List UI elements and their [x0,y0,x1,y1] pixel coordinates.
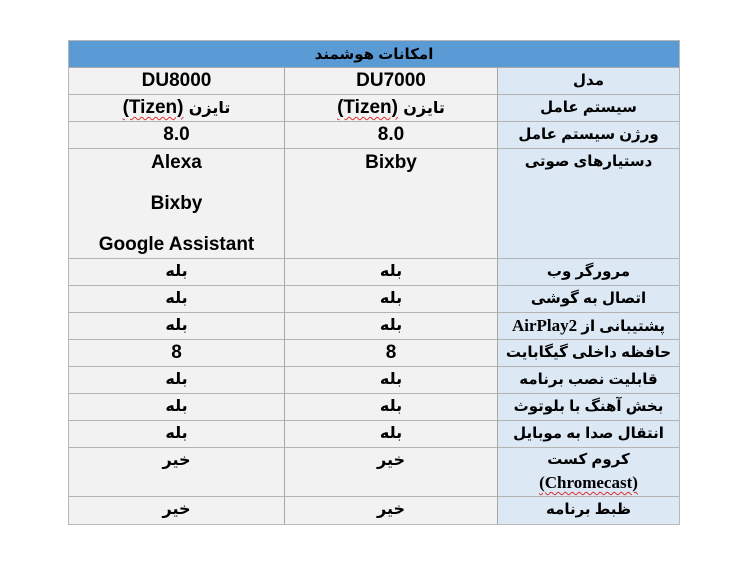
cell-du8000-phone-connection: بله [69,286,285,312]
row-label-bluetooth-music: بخش آهنگ با بلوتوث [498,394,679,420]
cell-du7000-airplay2: بله [285,313,498,339]
os-fa: تایزن [403,100,445,117]
cell-du8000-program-recording: خیر [69,497,285,524]
table-row-model [69,68,679,95]
cell-du7000-chromecast: خیر [285,448,498,496]
cell-du7000-os [285,95,498,121]
cell-du8000-web-browser: بله [69,259,285,285]
row-label-program-recording: ظبط برنامه [498,497,679,524]
cell-du8000-internal-storage: 8 [69,340,285,366]
cell-du8000-os [69,95,285,121]
row-label-app-install: قابلیت نصب برنامه [498,367,679,393]
table-row-app-install [69,367,679,394]
table-row-chromecast [69,448,679,497]
table-row-phone-connection [69,286,679,313]
cell-du7000-app-install: بله [285,367,498,393]
row-label-web-browser: مرورگر وب [498,259,679,285]
row-label-chromecast [498,448,679,496]
assistant-item: Bixby [150,193,203,214]
cell-du7000-voice-assistants [285,149,498,258]
cell-du7000-os-version: 8.0 [285,122,498,148]
row-label-os: سیستم عامل [498,95,679,121]
row-label-phone-connection: اتصال به گوشی [498,286,679,312]
assistant-item: Alexa [151,152,202,173]
cell-du7000-bluetooth-music: بله [285,394,498,420]
table-title: امکانات هوشمند [69,41,679,68]
cell-du8000-bluetooth-music: بله [69,394,285,420]
table-row-program-recording [69,497,679,524]
cell-du8000-airplay2: بله [69,313,285,339]
cell-du8000-chromecast: خیر [69,448,285,496]
cell-du7000-sound-to-mobile: بله [285,421,498,447]
label-en: AirPlay2 [512,316,578,335]
cell-du8000-os-version: 8.0 [69,122,285,148]
os-en: (Tizen) [122,97,184,118]
smart-features-table [68,40,680,525]
os-en: (Tizen) [337,97,398,118]
table-row-voice-assistants [69,149,679,259]
label-fa: کروم کست [547,451,630,468]
row-label-airplay2 [498,313,679,339]
cell-du8000-app-install: بله [69,367,285,393]
table-row-sound-to-mobile [69,421,679,448]
table-row-os-version [69,122,679,149]
table-row-internal-storage [69,340,679,367]
cell-du7000-web-browser: بله [285,259,498,285]
cell-du8000-model: DU8000 [69,68,285,94]
label-en: (Chromecast) [539,473,638,492]
row-label-internal-storage: حافظه داخلی گیگابایت [498,340,679,366]
table-row-os [69,95,679,122]
label-fa: پشتیبانی از [581,318,665,335]
row-label-sound-to-mobile: انتقال صدا به موبایل [498,421,679,447]
table-row-bluetooth-music [69,394,679,421]
cell-du7000-phone-connection: بله [285,286,498,312]
assistant-item: Bixby [365,152,417,173]
row-label-model: مدل [498,68,679,94]
table-row-web-browser [69,259,679,286]
cell-du7000-internal-storage: 8 [285,340,498,366]
row-label-voice-assistants: دستیارهای صوتی [498,149,679,258]
assistant-item: Google Assistant [98,234,255,255]
cell-du7000-program-recording: خیر [285,497,498,524]
row-label-os-version: ورژن سیستم عامل [498,122,679,148]
cell-du8000-sound-to-mobile: بله [69,421,285,447]
cell-du7000-model: DU7000 [285,68,498,94]
os-fa: تایزن [188,100,231,117]
table-row-airplay2 [69,313,679,340]
cell-du8000-voice-assistants [69,149,285,258]
